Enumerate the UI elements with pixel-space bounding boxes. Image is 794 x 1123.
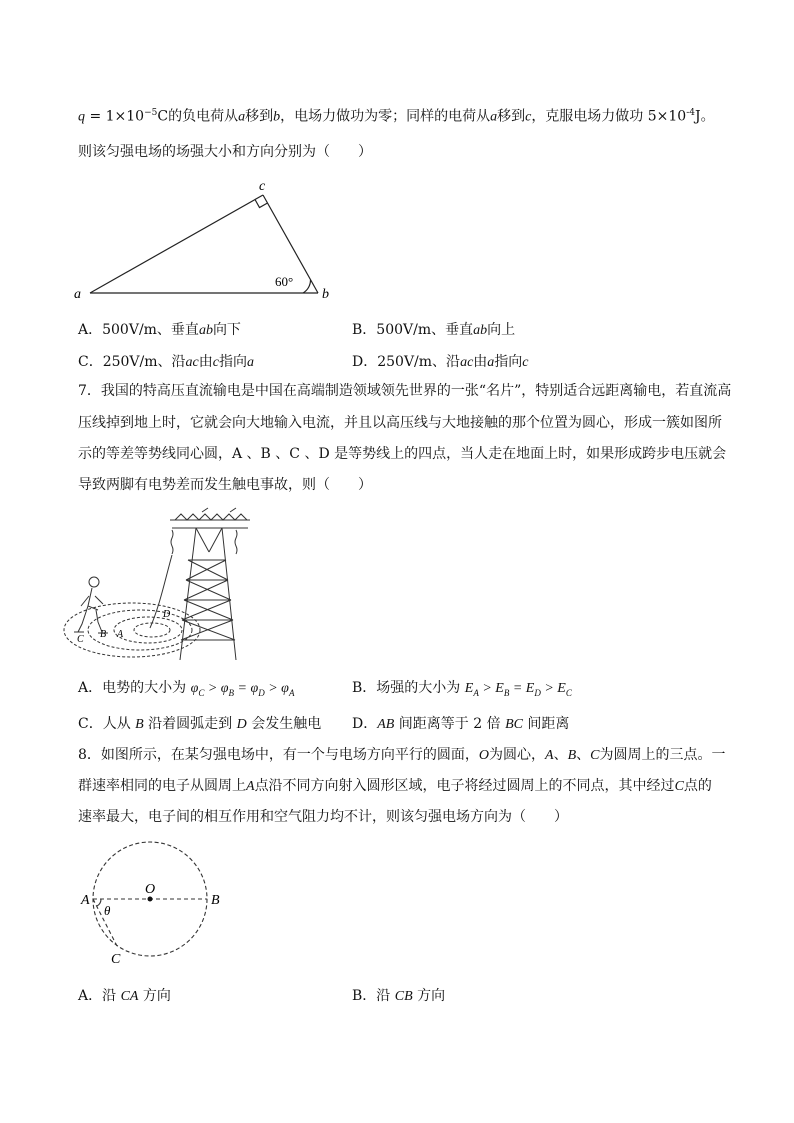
var: C xyxy=(590,748,600,763)
math: > E xyxy=(540,681,566,696)
text: A．沿 xyxy=(78,988,121,1004)
var: ab xyxy=(473,323,488,338)
text: 点的 xyxy=(683,778,712,794)
var: B xyxy=(567,748,577,763)
q7-stem-line3: 示的等差等势线同心圆，A 、B 、C 、D 是等势线上的四点，当人走在地面上时，如果形成跨步电压就会 xyxy=(78,446,727,462)
var: C xyxy=(674,779,684,794)
text: A．500V/m、垂直 xyxy=(78,322,199,338)
exponent: −5 xyxy=(144,108,158,118)
text: C．250V/m、沿 xyxy=(78,354,186,370)
var: ac xyxy=(460,355,474,370)
text: 会发生触电 xyxy=(246,716,322,732)
text: 移到 xyxy=(497,108,526,125)
label-B: B xyxy=(211,893,220,908)
var: c xyxy=(212,355,219,370)
var-q: q xyxy=(78,109,85,125)
text: = 1×10 xyxy=(85,108,145,125)
text: B．场强的大小为 xyxy=(352,680,465,696)
text: 指向 xyxy=(218,354,247,370)
label-A: A xyxy=(81,893,90,908)
subscript: B xyxy=(503,687,510,698)
var: a xyxy=(238,109,246,125)
var: a xyxy=(246,355,254,370)
subscript: C xyxy=(565,687,572,698)
var: B xyxy=(135,717,144,732)
text: 群速率相同的电子从圆周上 xyxy=(78,778,246,794)
label-b: b xyxy=(322,287,329,302)
text: D．250V/m、沿 xyxy=(352,354,461,370)
text: B．500V/m、垂直 xyxy=(352,322,474,338)
label-C: C xyxy=(111,952,121,967)
q7-stem-line2: 压线掉到地上时，它就会向大地输入电流，并且以高压线与大地接触的那个位置为圆心，形成一簇如图所 xyxy=(78,415,722,431)
text: 移到 xyxy=(245,108,274,125)
text: 指向 xyxy=(494,354,523,370)
var: a xyxy=(490,109,498,125)
var: CA xyxy=(120,989,139,1004)
math: φ xyxy=(190,681,199,696)
q7-stem-line1: 7．我国的特高压直流输电是中国在高端制造领域领先世界的一张“名片”，特别适合远距离输电，若直流高 xyxy=(78,383,732,399)
var: A xyxy=(246,779,255,794)
var: a xyxy=(487,355,495,370)
math: > φ xyxy=(204,681,229,696)
text: 、 xyxy=(576,747,591,763)
text: ，克服电场力做功 5×10 xyxy=(531,108,687,125)
text: 沿着圆弧走到 xyxy=(143,716,237,732)
var: ac xyxy=(185,355,199,370)
text: 间距离等于 2 倍 xyxy=(394,716,506,732)
q8-option-a[interactable] xyxy=(78,986,171,1007)
var: D xyxy=(236,717,247,732)
label-C: C xyxy=(77,634,84,645)
text: C的负电荷从 xyxy=(157,108,239,125)
text: ，电场力做功为零；同样的电荷从 xyxy=(280,108,491,125)
q7-stem-line4: 导致两脚有电势差而发生触电事故，则（ ） xyxy=(78,477,372,493)
subscript: D xyxy=(258,687,265,698)
text: 为圆周上的三点。一 xyxy=(599,747,726,763)
var: b xyxy=(273,109,281,125)
text: J。 xyxy=(695,108,715,125)
text: 方向 xyxy=(412,988,446,1004)
text: 8．如图所示，在某匀强电场中，有一个与电场方向平行的圆面， xyxy=(78,747,479,763)
text: D． xyxy=(352,716,378,732)
label-theta: θ xyxy=(104,903,111,918)
exponent: -4 xyxy=(686,108,695,118)
center-dot xyxy=(148,897,153,902)
angle-label: 60° xyxy=(275,274,294,289)
text: 为圆心， xyxy=(489,747,546,763)
label-a: a xyxy=(74,287,81,302)
var: CB xyxy=(394,989,413,1004)
label-c: c xyxy=(259,179,266,194)
label-O: O xyxy=(145,882,156,897)
subscript: A xyxy=(288,687,295,698)
subscript: D xyxy=(534,687,541,698)
math: = E xyxy=(509,681,535,696)
text: B．沿 xyxy=(352,988,395,1004)
label-B: B xyxy=(100,629,107,640)
subscript: B xyxy=(228,687,235,698)
math: > φ xyxy=(264,681,289,696)
text: 、 xyxy=(553,747,568,763)
text: 向上 xyxy=(487,322,516,338)
text: A．电势的大小为 xyxy=(78,680,191,696)
math: = φ xyxy=(234,681,259,696)
math: E xyxy=(464,681,474,696)
text: C．人从 xyxy=(78,716,136,732)
text: 方向 xyxy=(138,988,171,1004)
text: 间距离 xyxy=(522,716,570,732)
text: 点沿不同方向射入圆形区域，电子将经过圆周上的不同点，其中经过 xyxy=(254,778,675,794)
math: > E xyxy=(478,681,504,696)
text: 向下 xyxy=(212,322,241,338)
subscript: C xyxy=(198,687,205,698)
var: O xyxy=(478,748,490,763)
q6-stem-line2: 则该匀强电场的场强大小和方向分别为（ ） xyxy=(78,144,372,160)
var: AB xyxy=(377,717,395,732)
var: A xyxy=(545,748,554,763)
var: ab xyxy=(198,323,213,338)
theta-arc xyxy=(97,899,101,906)
text: 由 xyxy=(198,354,213,370)
subscript: A xyxy=(473,687,479,698)
text: 由 xyxy=(473,354,488,370)
label-A: A xyxy=(117,629,124,640)
q8-stem-line3: 速率最大，电子间的相互作用和空气阻力均不计，则该匀强电场方向为（ ） xyxy=(78,809,568,825)
q8-option-b[interactable] xyxy=(352,986,445,1007)
var: c xyxy=(522,355,529,370)
var: BC xyxy=(505,717,523,732)
label-D: D xyxy=(163,609,171,620)
var: c xyxy=(525,109,532,125)
